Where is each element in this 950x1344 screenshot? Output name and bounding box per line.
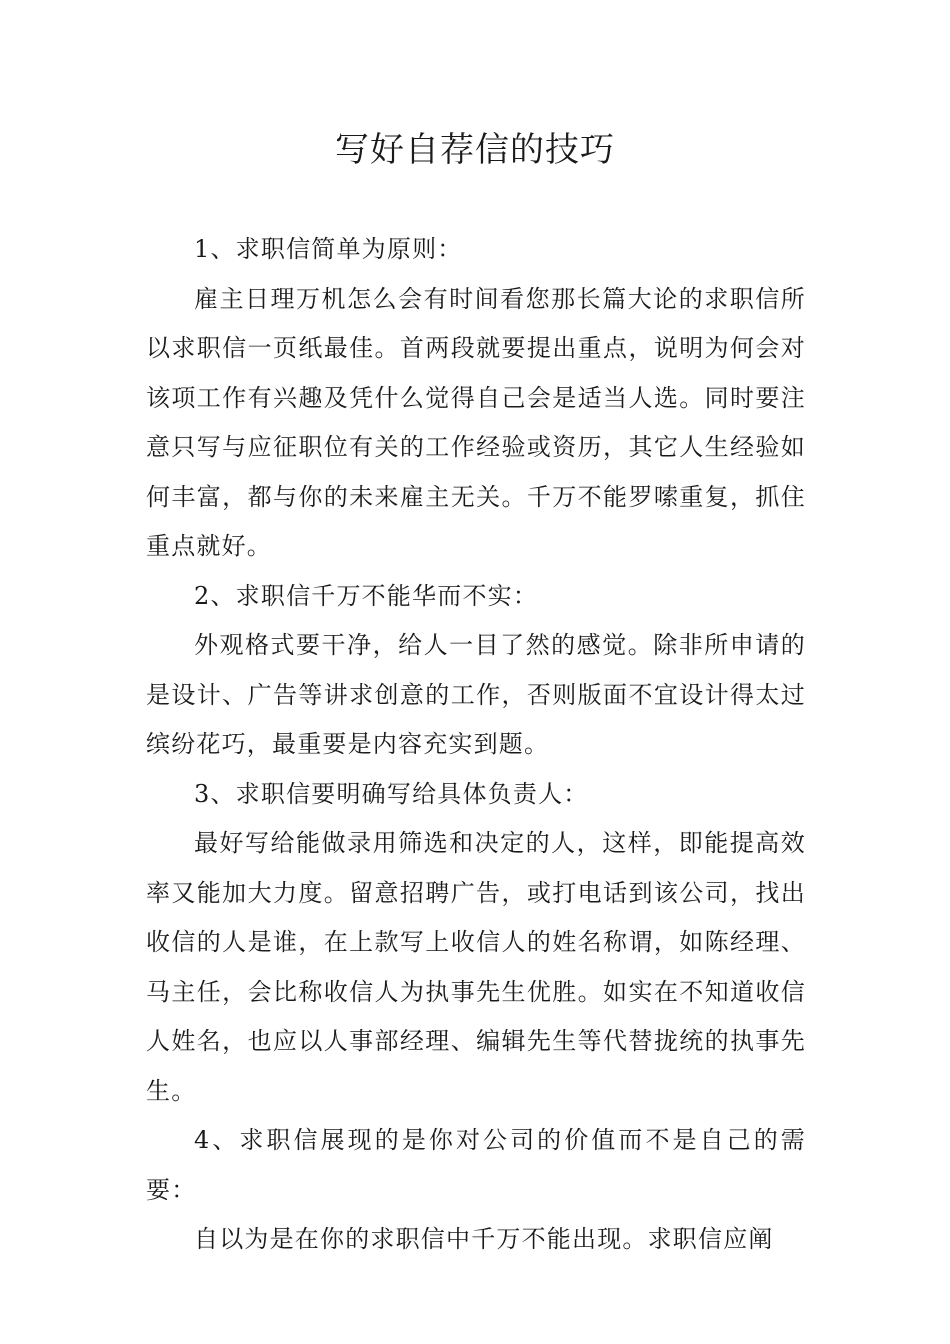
section-heading-2: 2、求职信千万不能华而不实： <box>194 581 539 610</box>
section-paragraph-4: 自以为是在你的求职信中千万不能出现。求职信应阐 <box>194 1225 774 1253</box>
section-heading-3: 3、求职信要明确写给具体负责人： <box>194 779 589 808</box>
section-paragraph-3: 最好写给能做录用筛选和决定的人，这样，即能提高效率又能加大力度。留意招聘广告，或打电话到该公司，找出收信的人是谁，在上款写上收信人的姓名称谓，如陈经理、马主任，会比称收信人为执事先生优胜。如实在不知道收信人姓名，也应以人事部经理、编辑先生等代替拢统的执事先生。 <box>146 829 806 1105</box>
document-title: 写好自荐信的技巧 <box>335 130 615 170</box>
section-paragraph-1: 雇主日理万机怎么会有时间看您那长篇大论的求职信所以求职信一页纸最佳。首两段就要提出重点，说明为何会对该项工作有兴趣及凭什么觉得自己会是适当人选。同时要注意只写与应征职位有关的工作经验或资历，其它人生经验如何丰富，都与你的未来雇主无关。千万不能罗嗦重复，抓住重点就好。 <box>146 284 806 560</box>
section-paragraph-2: 外观格式要干净，给人一目了然的感觉。除非所申请的是设计、广告等讲求创意的工作，否则版面不宜设计得太过缤纷花巧，最重要是内容充实到题。 <box>146 631 806 758</box>
section-heading-1: 1、求职信简单为原则： <box>194 235 463 263</box>
section-heading-4: 4、求职信展现的是你对公司的价值而不是自己的需要： <box>146 1126 806 1204</box>
document-body <box>146 225 806 1265</box>
